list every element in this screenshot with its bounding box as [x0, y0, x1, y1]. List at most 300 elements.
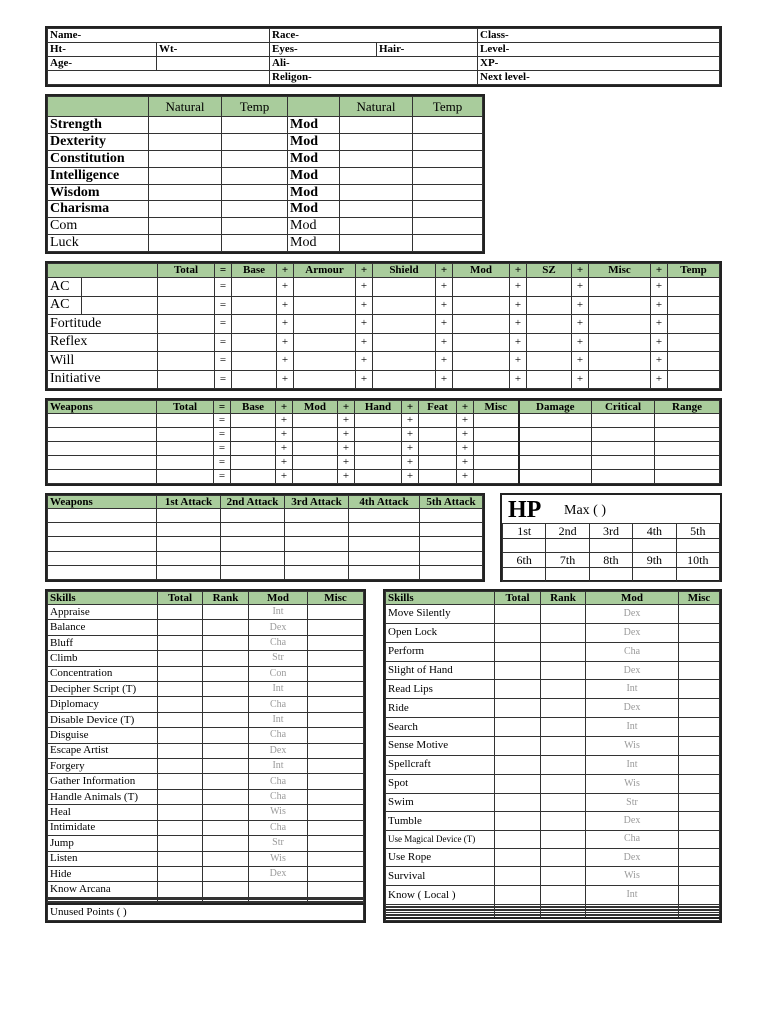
weapon-value[interactable]	[355, 456, 402, 470]
attack-cell[interactable]	[221, 565, 285, 579]
skill-rank[interactable]	[541, 737, 586, 756]
mod-temp[interactable]	[413, 117, 483, 134]
skill-rank[interactable]	[541, 718, 586, 737]
defense-total[interactable]	[158, 296, 215, 315]
ability-temp[interactable]	[222, 150, 288, 167]
skill-misc[interactable]	[679, 737, 720, 756]
skill-rank[interactable]	[203, 605, 249, 620]
skill-rank[interactable]	[541, 642, 586, 661]
weapon-total[interactable]	[157, 442, 214, 456]
weapon-value[interactable]	[419, 470, 457, 484]
skill-total[interactable]	[158, 620, 203, 635]
attack-cell[interactable]	[349, 565, 420, 579]
defense-value[interactable]	[589, 296, 651, 315]
defense-value[interactable]	[668, 370, 720, 389]
attack-cell[interactable]	[48, 565, 157, 579]
skill-total[interactable]	[158, 836, 203, 851]
attack-cell[interactable]	[157, 523, 221, 537]
height-field[interactable]: Ht-	[48, 43, 157, 57]
weapon-value[interactable]	[231, 414, 276, 428]
skill-misc[interactable]	[308, 836, 364, 851]
hp-value[interactable]	[503, 539, 546, 553]
weapon-value[interactable]	[293, 442, 338, 456]
skill-misc[interactable]	[308, 666, 364, 681]
defense-value[interactable]	[668, 278, 720, 297]
skill-rank[interactable]	[541, 699, 586, 718]
skill-rank[interactable]	[541, 867, 586, 886]
defense-value[interactable]	[232, 352, 277, 371]
skill-misc[interactable]	[679, 623, 720, 642]
defense-value[interactable]	[668, 296, 720, 315]
mod-temp[interactable]	[413, 218, 483, 235]
eyes-field[interactable]: Eyes-	[270, 43, 377, 57]
skill-rank[interactable]	[203, 682, 249, 697]
defense-value[interactable]	[527, 370, 572, 389]
attack-cell[interactable]	[157, 565, 221, 579]
skill-misc[interactable]	[308, 682, 364, 697]
hp-value[interactable]	[546, 568, 589, 582]
skill-rank[interactable]	[541, 774, 586, 793]
defense-value[interactable]	[373, 278, 436, 297]
defense-value[interactable]	[527, 333, 572, 352]
weapon-range[interactable]	[655, 428, 720, 442]
alignment-field[interactable]: Ali-	[270, 57, 478, 71]
defense-value[interactable]	[453, 278, 510, 297]
skill-misc[interactable]	[679, 886, 720, 905]
skill-misc[interactable]	[679, 867, 720, 886]
weapon-damage[interactable]	[519, 470, 592, 484]
skill-rank[interactable]	[203, 820, 249, 835]
skill-total[interactable]	[158, 666, 203, 681]
attack-cell[interactable]	[349, 523, 420, 537]
skill-rank[interactable]	[203, 866, 249, 881]
mod-natural[interactable]	[340, 235, 413, 252]
skill-rank[interactable]	[203, 836, 249, 851]
skill-rank[interactable]	[541, 755, 586, 774]
mod-natural[interactable]	[340, 134, 413, 151]
skill-total[interactable]	[495, 867, 541, 886]
weapon-damage[interactable]	[519, 456, 592, 470]
weapon-total[interactable]	[157, 456, 214, 470]
hp-level-label[interactable]: 4th	[633, 524, 676, 539]
defense-value[interactable]	[232, 370, 277, 389]
defense-value[interactable]	[373, 315, 436, 334]
skill-misc[interactable]	[679, 831, 720, 848]
weapon-damage[interactable]	[519, 428, 592, 442]
skill-total[interactable]	[158, 605, 203, 620]
defense-value[interactable]	[294, 352, 356, 371]
ability-temp[interactable]	[222, 201, 288, 218]
defense-value[interactable]	[589, 370, 651, 389]
attack-cell[interactable]	[420, 509, 483, 523]
skill-total[interactable]	[495, 737, 541, 756]
ability-natural[interactable]	[149, 184, 222, 201]
mod-temp[interactable]	[413, 201, 483, 218]
ability-temp[interactable]	[222, 134, 288, 151]
skill-rank[interactable]	[541, 848, 586, 867]
ability-temp[interactable]	[222, 184, 288, 201]
weapon-value[interactable]	[474, 470, 519, 484]
ability-natural[interactable]	[149, 218, 222, 235]
skill-rank[interactable]	[541, 623, 586, 642]
skill-misc[interactable]	[308, 866, 364, 881]
defense-value[interactable]	[589, 333, 651, 352]
skill-total[interactable]	[158, 820, 203, 835]
unused-points[interactable]	[386, 918, 720, 921]
weapon-value[interactable]	[231, 442, 276, 456]
weapon-name[interactable]	[48, 428, 157, 442]
hair-field[interactable]: Hair-	[377, 43, 478, 57]
skill-total[interactable]	[158, 712, 203, 727]
weapon-critical[interactable]	[592, 442, 655, 456]
race-field[interactable]: Race-	[270, 29, 478, 43]
ac-detail[interactable]	[82, 296, 158, 315]
attack-cell[interactable]	[285, 565, 349, 579]
hp-value[interactable]	[589, 539, 632, 553]
skill-misc[interactable]	[308, 728, 364, 743]
defense-value[interactable]	[589, 278, 651, 297]
skill-total[interactable]	[158, 743, 203, 758]
defense-value[interactable]	[453, 333, 510, 352]
skill-rank[interactable]	[541, 661, 586, 680]
hp-level-label[interactable]: 7th	[546, 553, 589, 568]
hp-level-label[interactable]: 3rd	[589, 524, 632, 539]
attack-cell[interactable]	[420, 523, 483, 537]
skill-total[interactable]	[495, 793, 541, 812]
ability-temp[interactable]	[222, 117, 288, 134]
skill-misc[interactable]	[308, 620, 364, 635]
attack-cell[interactable]	[285, 509, 349, 523]
defense-value[interactable]	[232, 315, 277, 334]
defense-value[interactable]	[373, 352, 436, 371]
mod-natural[interactable]	[340, 201, 413, 218]
skill-total[interactable]	[158, 789, 203, 804]
ability-natural[interactable]	[149, 150, 222, 167]
defense-value[interactable]	[373, 370, 436, 389]
hp-value[interactable]	[503, 568, 546, 582]
weapon-critical[interactable]	[592, 428, 655, 442]
attack-cell[interactable]	[157, 537, 221, 551]
hp-level-label[interactable]: 2nd	[546, 524, 589, 539]
mod-temp[interactable]	[413, 167, 483, 184]
weapon-value[interactable]	[419, 456, 457, 470]
skill-total[interactable]	[495, 848, 541, 867]
skill-total[interactable]	[495, 755, 541, 774]
religion-field[interactable]: Religon-	[270, 71, 478, 85]
skill-misc[interactable]	[679, 793, 720, 812]
skill-misc[interactable]	[679, 755, 720, 774]
skill-total[interactable]	[495, 623, 541, 642]
hp-max[interactable]: Max ( )	[564, 503, 606, 518]
defense-total[interactable]	[158, 278, 215, 297]
weapon-range[interactable]	[655, 442, 720, 456]
hp-level-label[interactable]: 9th	[633, 553, 676, 568]
weapon-range[interactable]	[655, 456, 720, 470]
attack-cell[interactable]	[285, 523, 349, 537]
defense-value[interactable]	[589, 352, 651, 371]
hp-value[interactable]	[676, 539, 719, 553]
defense-value[interactable]	[373, 333, 436, 352]
skill-rank[interactable]	[203, 774, 249, 789]
weapon-value[interactable]	[355, 428, 402, 442]
unused-points[interactable]: Unused Points ( )	[48, 904, 364, 920]
skill-rank[interactable]	[541, 886, 586, 905]
name-field[interactable]: Name-	[48, 29, 270, 43]
attack-cell[interactable]	[349, 551, 420, 565]
defense-value[interactable]	[453, 352, 510, 371]
skill-total[interactable]	[495, 699, 541, 718]
defense-total[interactable]	[158, 370, 215, 389]
skill-rank[interactable]	[203, 651, 249, 666]
attack-cell[interactable]	[420, 551, 483, 565]
defense-total[interactable]	[158, 315, 215, 334]
defense-value[interactable]	[453, 296, 510, 315]
weapon-value[interactable]	[293, 470, 338, 484]
weapon-range[interactable]	[655, 414, 720, 428]
skill-rank[interactable]	[203, 851, 249, 866]
defense-total[interactable]	[158, 352, 215, 371]
attack-cell[interactable]	[48, 509, 157, 523]
ability-natural[interactable]	[149, 117, 222, 134]
defense-value[interactable]	[589, 315, 651, 334]
skill-total[interactable]	[158, 866, 203, 881]
weapon-value[interactable]	[474, 428, 519, 442]
attack-cell[interactable]	[221, 537, 285, 551]
skill-misc[interactable]	[679, 848, 720, 867]
skill-total[interactable]	[495, 774, 541, 793]
next-level-field[interactable]: Next level-	[478, 71, 720, 85]
defense-value[interactable]	[294, 370, 356, 389]
skill-misc[interactable]	[308, 635, 364, 650]
skill-rank[interactable]	[203, 728, 249, 743]
skill-misc[interactable]	[679, 605, 720, 624]
weapon-value[interactable]	[419, 414, 457, 428]
weapon-value[interactable]	[474, 414, 519, 428]
skill-total[interactable]	[495, 680, 541, 699]
weapon-total[interactable]	[157, 414, 214, 428]
weapon-value[interactable]	[231, 470, 276, 484]
defense-value[interactable]	[232, 333, 277, 352]
skill-misc[interactable]	[679, 812, 720, 831]
hp-value[interactable]	[546, 539, 589, 553]
weapon-name[interactable]	[48, 470, 157, 484]
skill-total[interactable]	[158, 728, 203, 743]
attack-cell[interactable]	[420, 537, 483, 551]
hp-value[interactable]	[633, 568, 676, 582]
weapon-name[interactable]	[48, 456, 157, 470]
ac-detail[interactable]	[82, 278, 158, 297]
attack-cell[interactable]	[48, 523, 157, 537]
skill-misc[interactable]	[308, 805, 364, 820]
defense-value[interactable]	[232, 278, 277, 297]
mod-natural[interactable]	[340, 218, 413, 235]
mod-natural[interactable]	[340, 184, 413, 201]
hp-level-label[interactable]: 8th	[589, 553, 632, 568]
weapon-critical[interactable]	[592, 456, 655, 470]
skill-misc[interactable]	[308, 789, 364, 804]
weapon-value[interactable]	[474, 442, 519, 456]
mod-temp[interactable]	[413, 184, 483, 201]
skill-rank[interactable]	[203, 712, 249, 727]
defense-value[interactable]	[453, 370, 510, 389]
weapon-name[interactable]	[48, 442, 157, 456]
skill-misc[interactable]	[308, 605, 364, 620]
skill-total[interactable]	[158, 882, 203, 897]
blank-field[interactable]	[48, 71, 270, 85]
skill-rank[interactable]	[203, 635, 249, 650]
hp-value[interactable]	[633, 539, 676, 553]
skill-misc[interactable]	[308, 759, 364, 774]
hp-level-label[interactable]: 1st	[503, 524, 546, 539]
hp-value[interactable]	[676, 568, 719, 582]
weapon-value[interactable]	[474, 456, 519, 470]
weapon-critical[interactable]	[592, 414, 655, 428]
skill-total[interactable]	[495, 642, 541, 661]
attack-cell[interactable]	[221, 523, 285, 537]
weapon-value[interactable]	[293, 428, 338, 442]
attack-cell[interactable]	[157, 509, 221, 523]
weapon-name[interactable]	[48, 414, 157, 428]
skill-misc[interactable]	[679, 642, 720, 661]
attack-cell[interactable]	[285, 551, 349, 565]
weapon-value[interactable]	[355, 470, 402, 484]
skill-rank[interactable]	[541, 793, 586, 812]
skill-misc[interactable]	[679, 661, 720, 680]
defense-value[interactable]	[232, 296, 277, 315]
skill-rank[interactable]	[203, 666, 249, 681]
attack-cell[interactable]	[157, 551, 221, 565]
skill-misc[interactable]	[308, 697, 364, 712]
weapon-total[interactable]	[157, 470, 214, 484]
weapon-value[interactable]	[419, 428, 457, 442]
attack-cell[interactable]	[221, 551, 285, 565]
attack-cell[interactable]	[48, 551, 157, 565]
defense-value[interactable]	[294, 278, 356, 297]
attack-cell[interactable]	[349, 537, 420, 551]
skill-misc[interactable]	[308, 851, 364, 866]
weapon-value[interactable]	[293, 456, 338, 470]
skill-rank[interactable]	[203, 697, 249, 712]
age-field[interactable]: Age-	[48, 57, 157, 71]
weight-field[interactable]: Wt-	[157, 43, 270, 57]
defense-value[interactable]	[668, 333, 720, 352]
skill-rank[interactable]	[203, 805, 249, 820]
skill-misc[interactable]	[308, 743, 364, 758]
defense-value[interactable]	[527, 278, 572, 297]
skill-rank[interactable]	[541, 831, 586, 848]
xp-field[interactable]: XP-	[478, 57, 720, 71]
weapon-value[interactable]	[293, 414, 338, 428]
skill-total[interactable]	[495, 812, 541, 831]
skill-rank[interactable]	[203, 743, 249, 758]
skill-total[interactable]	[495, 718, 541, 737]
defense-value[interactable]	[527, 352, 572, 371]
weapon-value[interactable]	[355, 414, 402, 428]
ability-natural[interactable]	[149, 235, 222, 252]
attack-cell[interactable]	[285, 537, 349, 551]
defense-value[interactable]	[294, 315, 356, 334]
weapon-value[interactable]	[355, 442, 402, 456]
ability-temp[interactable]	[222, 218, 288, 235]
defense-value[interactable]	[453, 315, 510, 334]
hp-level-label[interactable]: 6th	[503, 553, 546, 568]
skill-total[interactable]	[158, 759, 203, 774]
hp-value[interactable]	[589, 568, 632, 582]
weapon-damage[interactable]	[519, 414, 592, 428]
skill-misc[interactable]	[308, 820, 364, 835]
defense-value[interactable]	[668, 352, 720, 371]
defense-value[interactable]	[668, 315, 720, 334]
defense-value[interactable]	[294, 333, 356, 352]
weapon-critical[interactable]	[592, 470, 655, 484]
skill-total[interactable]	[495, 831, 541, 848]
skill-rank[interactable]	[203, 620, 249, 635]
weapon-value[interactable]	[419, 442, 457, 456]
hp-level-label[interactable]: 10th	[676, 553, 719, 568]
age-value[interactable]	[157, 57, 270, 71]
skill-misc[interactable]	[679, 774, 720, 793]
skill-total[interactable]	[495, 886, 541, 905]
skill-total[interactable]	[158, 651, 203, 666]
defense-value[interactable]	[294, 296, 356, 315]
defense-value[interactable]	[527, 315, 572, 334]
class-field[interactable]: Class-	[478, 29, 720, 43]
skill-misc[interactable]	[679, 718, 720, 737]
mod-temp[interactable]	[413, 235, 483, 252]
skill-total[interactable]	[158, 805, 203, 820]
skill-rank[interactable]	[541, 605, 586, 624]
mod-temp[interactable]	[413, 134, 483, 151]
skill-misc[interactable]	[679, 680, 720, 699]
mod-natural[interactable]	[340, 117, 413, 134]
defense-value[interactable]	[527, 296, 572, 315]
skill-total[interactable]	[158, 635, 203, 650]
mod-natural[interactable]	[340, 167, 413, 184]
level-field[interactable]: Level-	[478, 43, 720, 57]
skill-total[interactable]	[495, 605, 541, 624]
weapon-total[interactable]	[157, 428, 214, 442]
weapon-damage[interactable]	[519, 442, 592, 456]
attack-cell[interactable]	[420, 565, 483, 579]
skill-rank[interactable]	[203, 789, 249, 804]
attack-cell[interactable]	[48, 537, 157, 551]
attack-cell[interactable]	[221, 509, 285, 523]
skill-total[interactable]	[158, 851, 203, 866]
hp-level-label[interactable]: 5th	[676, 524, 719, 539]
skill-misc[interactable]	[308, 651, 364, 666]
skill-total[interactable]	[158, 774, 203, 789]
skill-total[interactable]	[158, 682, 203, 697]
ability-natural[interactable]	[149, 167, 222, 184]
defense-total[interactable]	[158, 333, 215, 352]
weapon-value[interactable]	[231, 428, 276, 442]
skill-total[interactable]	[158, 697, 203, 712]
skill-rank[interactable]	[203, 759, 249, 774]
skill-misc[interactable]	[308, 774, 364, 789]
defense-value[interactable]	[373, 296, 436, 315]
skill-rank[interactable]	[541, 812, 586, 831]
skill-misc[interactable]	[308, 712, 364, 727]
attack-cell[interactable]	[349, 509, 420, 523]
skill-total[interactable]	[495, 661, 541, 680]
ability-natural[interactable]	[149, 201, 222, 218]
skill-rank[interactable]	[541, 680, 586, 699]
mod-temp[interactable]	[413, 150, 483, 167]
skill-misc[interactable]	[308, 882, 364, 897]
weapon-range[interactable]	[655, 470, 720, 484]
ability-natural[interactable]	[149, 134, 222, 151]
mod-natural[interactable]	[340, 150, 413, 167]
